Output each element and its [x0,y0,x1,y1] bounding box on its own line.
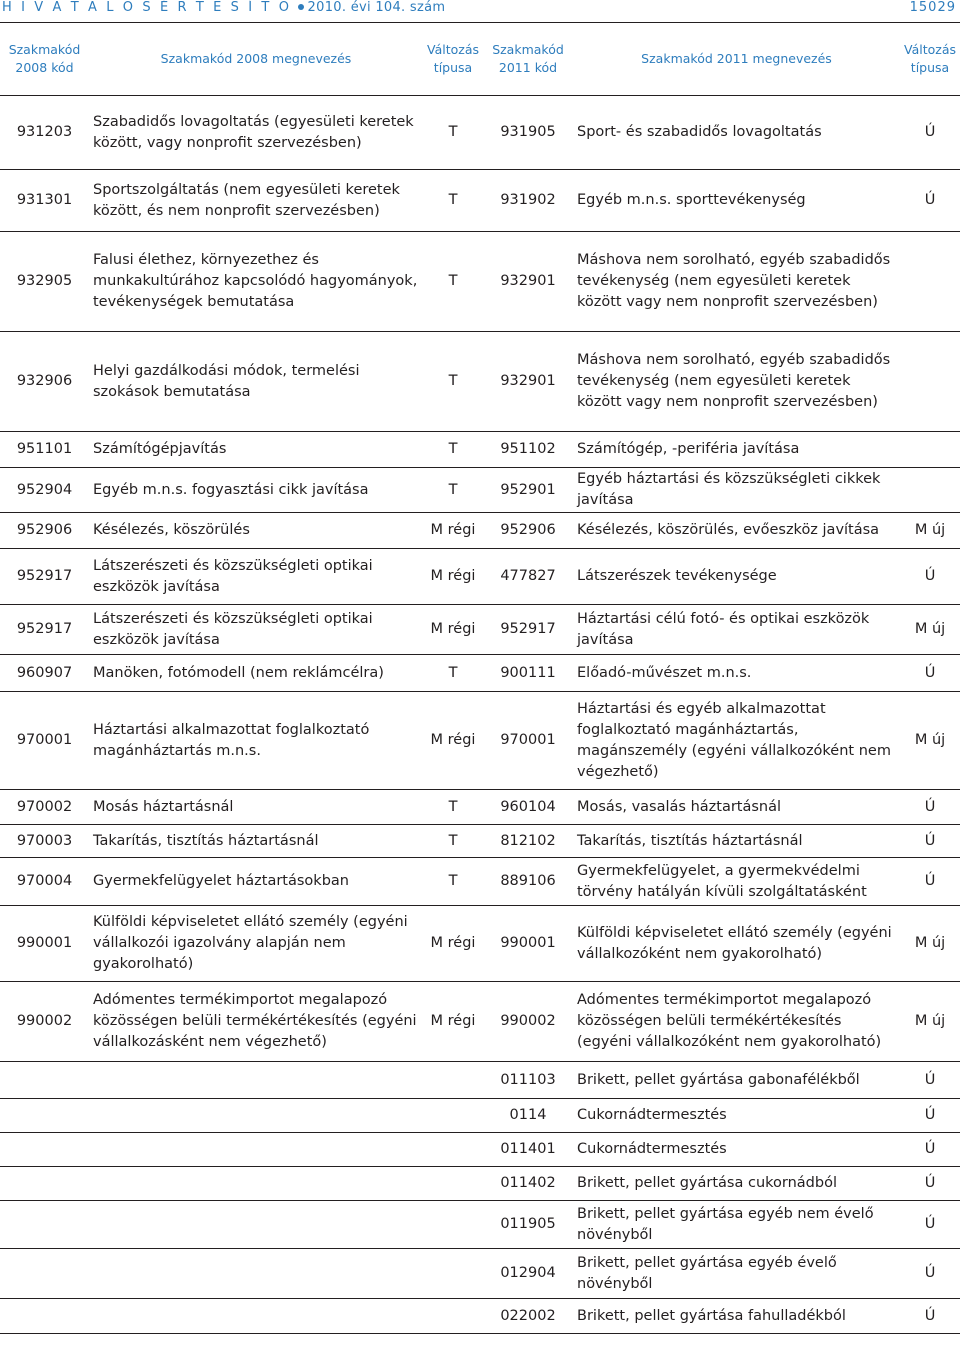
name-2011-cell: Háztartási célú fotó- és optikai eszközök javítása [573,605,900,655]
code-2008-cell: 952906 [0,513,89,549]
change-type-2-cell [900,332,960,432]
name-2008-cell: Gyermekfelügyelet háztartásokban [89,858,423,906]
name-2011-cell: Külföldi képviseletet ellátó személy (egyéni vállalkozóként nem gyakorolható) [573,906,900,982]
name-2008-cell: Késélezés, köszörülés [89,513,423,549]
name-2008-cell: Háztartási alkalmazottat foglalkoztató magánháztartás m.n.s. [89,692,423,790]
code-2008-cell: 990001 [0,906,89,982]
name-2011-cell: Egyéb m.n.s. sporttevékenység [573,170,900,232]
change-type-2-cell: Ú [900,1167,960,1201]
name-2011-cell: Számítógép, -periféria javítása [573,432,900,468]
code-2011-cell: 477827 [483,549,573,605]
table-row [0,232,960,332]
change-type-1-cell: T [423,332,483,432]
name-2011-cell: Gyermekfelügyelet, a gyermekvédelmi törvény hatályán kívüli szolgáltatásként [573,858,900,906]
table-row [0,549,960,605]
name-2011-cell: Brikett, pellet gyártása egyéb nem évelő növényből [573,1201,900,1249]
name-2008-cell: Adómentes termékimportot megalapozó közösségen belüli termékértékesítés (egyéni vállalkozásként nem végezhető) [89,982,423,1062]
table-row [0,170,960,232]
code-2011-cell: 812102 [483,825,573,858]
header-code-2011: Szakmakód 2011 kód [483,23,573,96]
name-2008-cell: Mosás háztartásnál [89,790,423,825]
journal-title: H I V A T A L O S É R T E S Í T Õ 2010. évi 104. szám [2,0,446,15]
change-type-1-cell: M régi [423,513,483,549]
name-2011-cell: Késélezés, köszörülés, evőeszköz javítása [573,513,900,549]
change-type-1-cell [423,1167,483,1201]
header-name-2008: Szakmakód 2008 megnevezés [89,23,423,96]
change-type-1-cell [423,1201,483,1249]
code-2011-cell: 952901 [483,468,573,513]
table-row [0,1099,960,1133]
code-2008-cell: 952917 [0,605,89,655]
change-type-1-cell: M régi [423,906,483,982]
change-type-2-cell: M új [900,692,960,790]
name-2011-cell: Brikett, pellet gyártása cukornádból [573,1167,900,1201]
name-2011-cell: Máshova nem sorolható, egyéb szabadidős tevékenység (nem egyesületi keretek között vagy nem nonprofit szervezésben) [573,332,900,432]
code-2011-cell: 932901 [483,232,573,332]
name-2008-cell: Látszerészeti és közszükségleti optikai eszközök javítása [89,549,423,605]
name-2008-cell [89,1299,423,1334]
table-row [0,1167,960,1201]
table-row [0,332,960,432]
name-2008-cell [89,1099,423,1133]
name-2011-cell: Egyéb háztartási és közszükségleti cikkek javítása [573,468,900,513]
issue-date: 2010. évi 104. szám [307,0,446,15]
change-type-1-cell: T [423,170,483,232]
code-2011-cell: 931902 [483,170,573,232]
name-2011-cell: Takarítás, tisztítás háztartásnál [573,825,900,858]
name-2011-cell: Brikett, pellet gyártása egyéb évelő növényből [573,1249,900,1299]
change-type-2-cell: Ú [900,858,960,906]
code-2008-cell: 952904 [0,468,89,513]
table-row [0,982,960,1062]
name-2008-cell [89,1062,423,1099]
code-2011-cell: 012904 [483,1249,573,1299]
name-2008-cell: Helyi gazdálkodási módok, termelési szokások bemutatása [89,332,423,432]
code-2008-cell: 990002 [0,982,89,1062]
table-row [0,1249,960,1299]
header-name-2011: Szakmakód 2011 megnevezés [573,23,900,96]
bullet-dot-icon [298,4,304,10]
change-type-2-cell: M új [900,906,960,982]
code-2008-cell [0,1299,89,1334]
code-2011-cell: 952917 [483,605,573,655]
change-type-1-cell: T [423,96,483,170]
name-2011-cell: Látszerészek tevékenysége [573,549,900,605]
name-2008-cell: Sportszolgáltatás (nem egyesületi keretek között, és nem nonprofit szervezésben) [89,170,423,232]
change-type-1-cell [423,1062,483,1099]
change-type-1-cell: M régi [423,605,483,655]
code-2008-cell [0,1201,89,1249]
change-type-2-cell: Ú [900,1249,960,1299]
name-2011-cell: Háztartási és egyéb alkalmazottat foglalkoztató magánháztartás, magánszemély (egyéni vállalkozóként nem végezhető) [573,692,900,790]
change-type-2-cell: Ú [900,96,960,170]
change-type-1-cell: M régi [423,982,483,1062]
code-2011-cell: 889106 [483,858,573,906]
code-2011-cell: 931905 [483,96,573,170]
name-2008-cell: Egyéb m.n.s. fogyasztási cikk javítása [89,468,423,513]
header-change-type-2: Változás típusa [900,23,960,96]
table-row [0,1299,960,1334]
table-row [0,692,960,790]
code-2011-cell: 952906 [483,513,573,549]
code-2008-cell: 970002 [0,790,89,825]
code-2008-cell [0,1249,89,1299]
code-2011-cell: 932901 [483,332,573,432]
table-row [0,1062,960,1099]
change-type-1-cell: T [423,858,483,906]
name-2008-cell [89,1133,423,1167]
table-row [0,1201,960,1249]
page-number: 15029 [909,0,956,15]
code-2011-cell: 951102 [483,432,573,468]
change-type-2-cell: Ú [900,170,960,232]
table-body [0,96,960,1334]
change-type-2-cell [900,432,960,468]
change-type-2-cell: M új [900,513,960,549]
table-row [0,858,960,906]
change-type-2-cell: Ú [900,1099,960,1133]
code-2011-cell: 011905 [483,1201,573,1249]
code-2011-cell: 011402 [483,1167,573,1201]
change-type-2-cell: Ú [900,1299,960,1334]
change-type-1-cell: T [423,232,483,332]
name-2011-cell: Sport- és szabadidős lovagoltatás [573,96,900,170]
code-2008-cell: 970004 [0,858,89,906]
change-type-1-cell: T [423,790,483,825]
page-header [0,0,960,22]
change-type-2-cell: M új [900,605,960,655]
name-2008-cell: Számítógépjavítás [89,432,423,468]
table-row [0,906,960,982]
code-2008-cell: 932906 [0,332,89,432]
code-2008-cell: 951101 [0,432,89,468]
code-2011-cell: 970001 [483,692,573,790]
code-table [0,22,960,1334]
change-type-2-cell [900,232,960,332]
change-type-2-cell: M új [900,982,960,1062]
name-2008-cell: Falusi élethez, környezethez és munkakultúrához kapcsolódó hagyományok, tevékenységek bemutatása [89,232,423,332]
code-2008-cell: 932905 [0,232,89,332]
change-type-1-cell [423,1299,483,1334]
change-type-2-cell: Ú [900,790,960,825]
code-2008-cell [0,1167,89,1201]
code-2008-cell [0,1062,89,1099]
table-header-row [0,23,960,96]
table-row [0,513,960,549]
code-2011-cell: 960104 [483,790,573,825]
table-row [0,605,960,655]
name-2008-cell [89,1249,423,1299]
code-2011-cell: 990002 [483,982,573,1062]
code-2011-cell: 990001 [483,906,573,982]
change-type-2-cell: Ú [900,549,960,605]
name-2011-cell: Máshova nem sorolható, egyéb szabadidős tevékenység (nem egyesületi keretek között vagy nem nonprofit szervezésben) [573,232,900,332]
header-change-type-1: Változás típusa [423,23,483,96]
change-type-2-cell: Ú [900,1201,960,1249]
name-2011-cell: Mosás, vasalás háztartásnál [573,790,900,825]
code-2008-cell [0,1133,89,1167]
name-2008-cell [89,1201,423,1249]
change-type-1-cell: T [423,432,483,468]
code-2008-cell: 931203 [0,96,89,170]
code-2008-cell: 931301 [0,170,89,232]
change-type-1-cell [423,1099,483,1133]
change-type-1-cell [423,1249,483,1299]
code-2008-cell: 952917 [0,549,89,605]
change-type-1-cell [423,1133,483,1167]
name-2011-cell: Adómentes termékimportot megalapozó közösségen belüli termékértékesítés (egyéni vállalkozóként nem gyakorolható) [573,982,900,1062]
change-type-2-cell: Ú [900,655,960,692]
code-2011-cell: 011103 [483,1062,573,1099]
code-2011-cell: 900111 [483,655,573,692]
code-2011-cell: 022002 [483,1299,573,1334]
name-2008-cell: Látszerészeti és közszükségleti optikai eszközök javítása [89,605,423,655]
name-2011-cell: Előadó-művészet m.n.s. [573,655,900,692]
table-row [0,468,960,513]
change-type-2-cell: Ú [900,1062,960,1099]
change-type-2-cell [900,468,960,513]
code-2008-cell [0,1099,89,1133]
change-type-1-cell: T [423,825,483,858]
table-row [0,655,960,692]
change-type-1-cell: T [423,655,483,692]
table-row [0,1133,960,1167]
code-2008-cell: 960907 [0,655,89,692]
change-type-1-cell: M régi [423,549,483,605]
change-type-2-cell: Ú [900,1133,960,1167]
name-2008-cell: Külföldi képviseletet ellátó személy (egyéni vállalkozói igazolvány alapján nem gyakorolható) [89,906,423,982]
code-2011-cell: 0114 [483,1099,573,1133]
table-row [0,790,960,825]
name-2011-cell: Brikett, pellet gyártása fahulladékból [573,1299,900,1334]
name-2008-cell: Takarítás, tisztítás háztartásnál [89,825,423,858]
name-2011-cell: Cukornádtermesztés [573,1133,900,1167]
name-2011-cell: Brikett, pellet gyártása gabonafélékből [573,1062,900,1099]
code-2008-cell: 970001 [0,692,89,790]
table-row [0,432,960,468]
name-2011-cell: Cukornádtermesztés [573,1099,900,1133]
name-2008-cell: Manöken, fotómodell (nem reklámcélra) [89,655,423,692]
code-2008-cell: 970003 [0,825,89,858]
name-2008-cell [89,1167,423,1201]
change-type-1-cell: M régi [423,692,483,790]
table-row [0,825,960,858]
code-2011-cell: 011401 [483,1133,573,1167]
table-row [0,96,960,170]
name-2008-cell: Szabadidős lovagoltatás (egyesületi keretek között, vagy nonprofit szervezésben) [89,96,423,170]
change-type-2-cell: Ú [900,825,960,858]
header-code-2008: Szakmakód 2008 kód [0,23,89,96]
change-type-1-cell: T [423,468,483,513]
